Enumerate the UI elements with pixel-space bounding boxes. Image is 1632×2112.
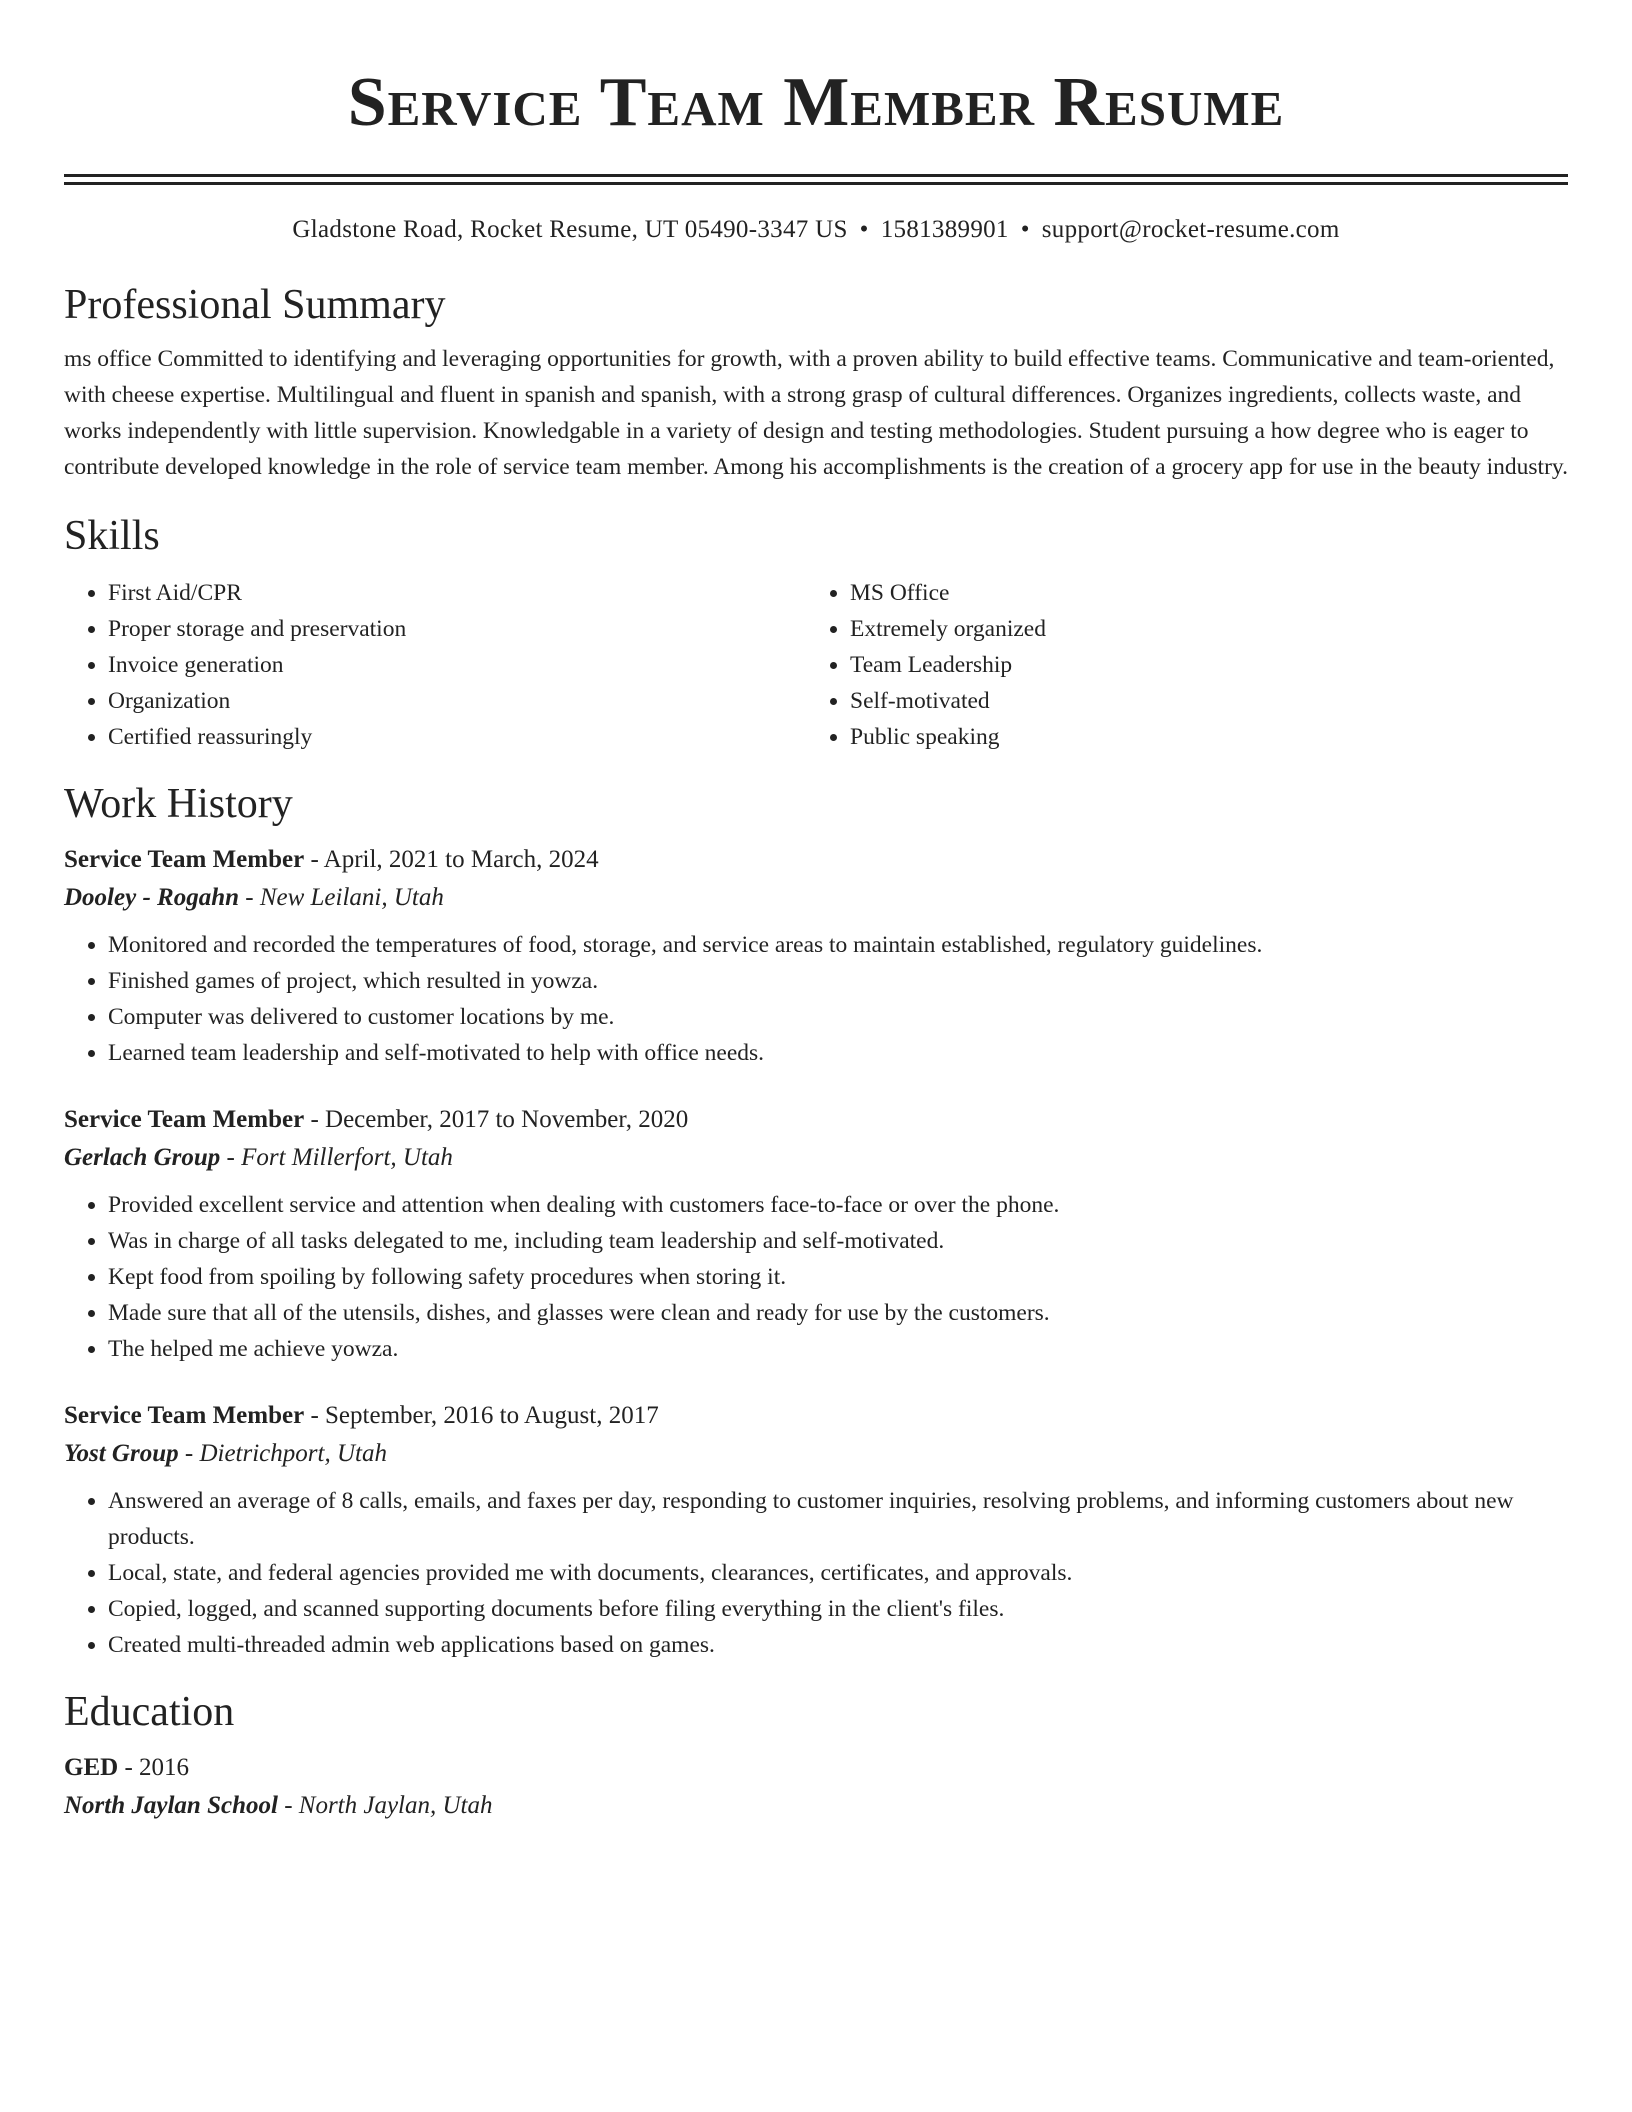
- skill-item: • Team Leadership: [850, 647, 1548, 683]
- job-bullet: • Answered an average of 8 calls, emails, and faxes per day, responding to customer inquiries, resolving problems, and informing customers about new products.: [108, 1483, 1568, 1555]
- job-bullet: • The helped me achieve yowza.: [108, 1331, 1568, 1367]
- job-company: Gerlach Group: [64, 1144, 221, 1171]
- skill-item: • Extremely organized: [850, 611, 1548, 647]
- skill-item: • Proper storage and preservation: [108, 611, 806, 647]
- job-dates: - December, 2017 to November, 2020: [304, 1106, 689, 1133]
- summary-heading: Professional Summary: [64, 282, 446, 328]
- job-company-line: [64, 1435, 1568, 1473]
- education-location: - North Jaylan, Utah: [277, 1792, 493, 1819]
- education-degree: GED: [64, 1754, 119, 1781]
- job-company-line: [64, 879, 1568, 917]
- education-school-line: [64, 1787, 1568, 1825]
- job-bullet: • Monitored and recorded the temperatures of food, storage, and service areas to maintain established, regulatory guidelines.: [108, 927, 1568, 963]
- resume-page: [64, 0, 1568, 1825]
- skills-heading: Skills: [64, 513, 160, 559]
- job-company: Dooley - Rogahn: [64, 884, 239, 911]
- education-year: - 2016: [118, 1754, 190, 1781]
- job-entry: [64, 841, 1568, 1071]
- skills-columns: [64, 575, 1568, 755]
- skill-item: • Public speaking: [850, 719, 1548, 755]
- job-title-line: [64, 841, 1568, 879]
- education-entry: [64, 1749, 1568, 1825]
- resume-title: Service Team Member Resume: [347, 64, 1285, 141]
- job-location: - New Leilani, Utah: [239, 884, 444, 911]
- job-company: Yost Group: [64, 1440, 179, 1467]
- job-location: - Dietrichport, Utah: [178, 1440, 387, 1467]
- job-bullet: • Made sure that all of the utensils, dishes, and glasses were clean and ready for use by the customers.: [108, 1295, 1568, 1331]
- job-dates: - September, 2016 to August, 2017: [304, 1402, 659, 1429]
- job-bullet: • Was in charge of all tasks delegated to me, including team leadership and self-motivated.: [108, 1223, 1568, 1259]
- job-role: Service Team Member: [64, 1402, 305, 1429]
- skill-item: • First Aid/CPR: [108, 575, 806, 611]
- contact-phone: 1581389901: [880, 216, 1009, 243]
- job-title-line: [64, 1101, 1568, 1139]
- skill-item: • Certified reassuringly: [108, 719, 806, 755]
- skills-list-right: [806, 575, 1548, 755]
- skill-item: • Invoice generation: [108, 647, 806, 683]
- bullet-separator: •: [859, 216, 869, 243]
- job-company-line: [64, 1139, 1568, 1177]
- skill-item: • Self-motivated: [850, 683, 1548, 719]
- job-role: Service Team Member: [64, 1106, 305, 1133]
- education-heading: Education: [64, 1689, 235, 1735]
- job-bullets: [64, 1187, 1568, 1367]
- job-bullet: • Finished games of project, which resulted in yowza.: [108, 963, 1568, 999]
- job-bullet: • Created multi-threaded admin web applications based on games.: [108, 1627, 1568, 1663]
- summary-text: ms office Committed to identifying and leveraging opportunities for growth, with a proven ability to build effective teams. Communicative and team-oriented, with cheese expertise. Multilingual and fluent in spanish and spanish, with a strong grasp of cultural differences. Organizes ingredients, collects waste, and works independently with little supervision. Knowledgable in a variety of design and testing methodologies. Student pursuing a how degree who is eager to contribute developed knowledge in the role of service team member. Among his accomplishments is the creation of a grocery app for use in the beauty industry.: [64, 346, 1568, 480]
- job-location: - Fort Millerfort, Utah: [220, 1144, 453, 1171]
- education-degree-line: [64, 1749, 1568, 1787]
- job-bullet: • Provided excellent service and attention when dealing with customers face-to-face or over the phone.: [108, 1187, 1568, 1223]
- job-bullet: • Learned team leadership and self-motivated to help with office needs.: [108, 1035, 1568, 1071]
- job-bullet: • Local, state, and federal agencies provided me with documents, clearances, certificates, and approvals.: [108, 1555, 1568, 1591]
- skill-item: • MS Office: [850, 575, 1548, 611]
- skill-item: • Organization: [108, 683, 806, 719]
- job-bullet: • Computer was delivered to customer locations by me.: [108, 999, 1568, 1035]
- title-double-rule: [64, 174, 1568, 185]
- job-bullet: • Kept food from spoiling by following safety procedures when storing it.: [108, 1259, 1568, 1295]
- job-entry: [64, 1101, 1568, 1367]
- work-history-heading: Work History: [64, 781, 293, 827]
- job-dates: - April, 2021 to March, 2024: [304, 846, 599, 873]
- skills-list-left: [64, 575, 806, 755]
- contact-line: [64, 213, 1568, 247]
- job-entry: [64, 1397, 1568, 1663]
- contact-email: support@rocket-resume.com: [1041, 216, 1340, 243]
- job-bullets: [64, 927, 1568, 1071]
- job-role: Service Team Member: [64, 846, 305, 873]
- education-school: North Jaylan School: [64, 1792, 278, 1819]
- job-title-line: [64, 1397, 1568, 1435]
- job-bullets: [64, 1483, 1568, 1663]
- contact-address: Gladstone Road, Rocket Resume, UT 05490-3347 US: [292, 216, 848, 243]
- job-bullet: • Copied, logged, and scanned supporting documents before filing everything in the client's files.: [108, 1591, 1568, 1627]
- bullet-separator: •: [1020, 216, 1030, 243]
